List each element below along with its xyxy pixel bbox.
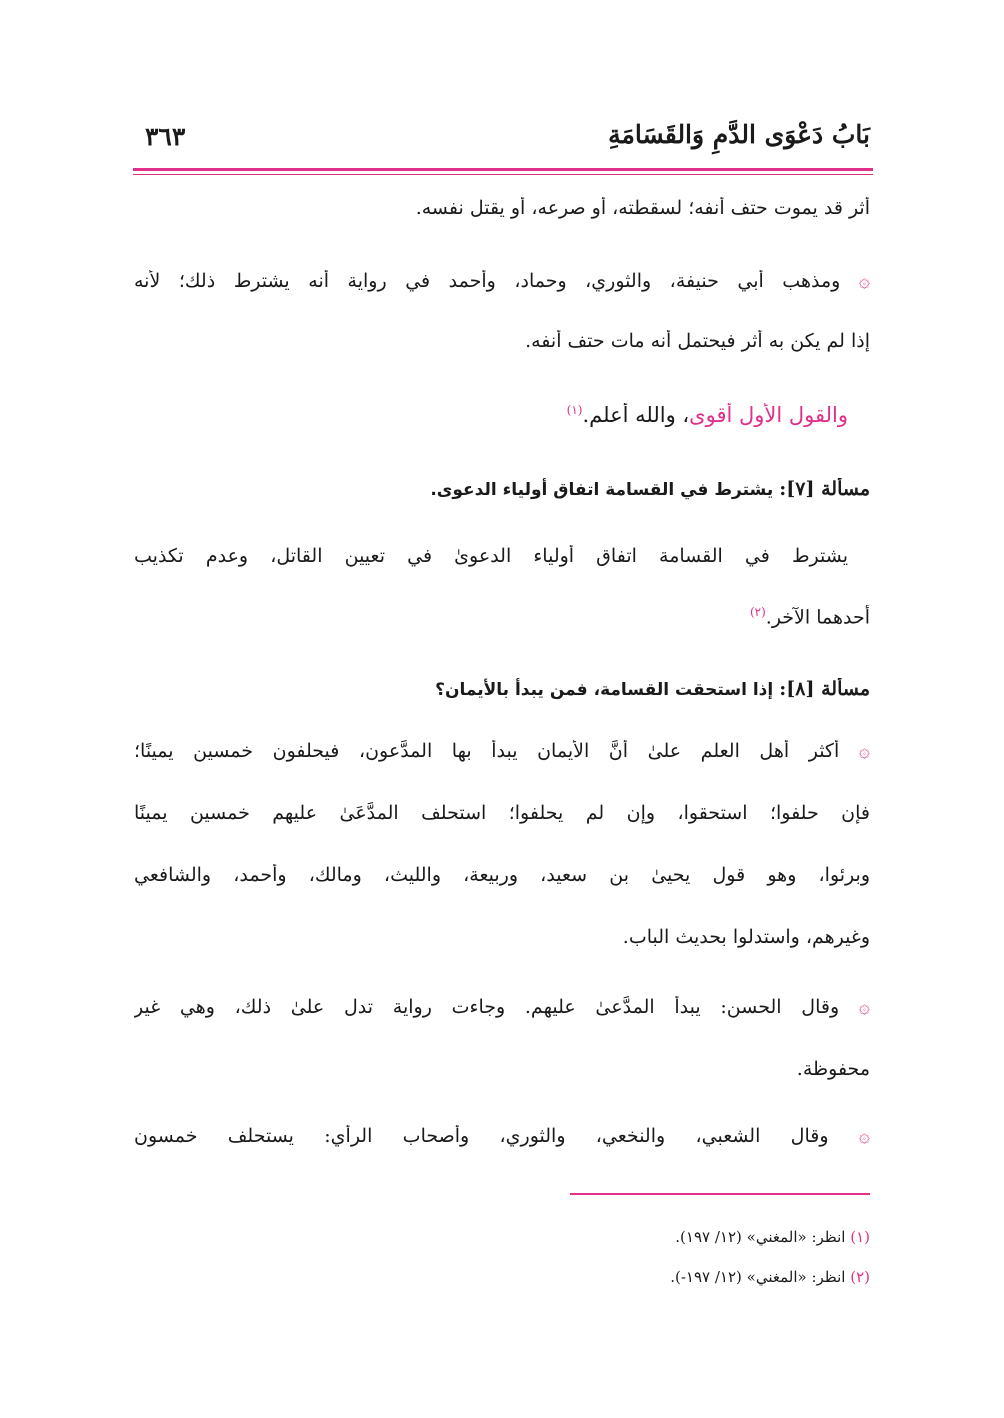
issue-heading — [134, 678, 870, 700]
footnote-separator — [570, 1193, 870, 1195]
chapter-title: بَابُ دَعْوَى الدَّمِ وَالقَسَامَةِ — [608, 120, 870, 149]
flower-bullet-icon: ۞ — [858, 996, 870, 1018]
header-rule-thick — [133, 168, 873, 171]
issue-label: مسألة [٨]: — [779, 678, 870, 700]
paragraph-line — [134, 270, 870, 292]
issue-title: يشترط في القسامة اتفاق أولياء الدعوى. — [430, 480, 774, 500]
paragraph-line — [134, 1125, 870, 1147]
paragraph-line — [134, 545, 870, 567]
footnote-number: (٢) — [850, 1268, 870, 1286]
paragraph-line — [134, 996, 870, 1018]
paragraph-text: يشترط في القسامة اتفاق أولياء الدعوىٰ في تعيين القاتل، وعدم تكذيب — [134, 545, 848, 567]
issue-title: إذا استحقت القسامة، فمن يبدأ بالأيمان؟ — [435, 680, 774, 700]
conclusion-line — [134, 403, 870, 427]
page-number: ٣٦٣ — [145, 122, 186, 151]
footnote-ref: (٢) — [749, 605, 766, 619]
paragraph-line: محفوظة. — [796, 1058, 870, 1080]
conclusion-text: ، والله أعلم. — [582, 403, 690, 427]
footnote-number: (١) — [850, 1228, 870, 1246]
paragraph-text: أحدهما الآخر. — [765, 606, 870, 629]
conclusion-highlight: والقول الأول أقوى — [689, 403, 848, 427]
paragraph-text: وقال الشعبي، والنخعي، والثوري، وأصحاب الرأي: يستحلف خمسون — [134, 1125, 829, 1147]
issue-label: مسألة [٧]: — [779, 478, 870, 500]
paragraph-line: فإن حلفوا؛ استحقوا، وإن لم يحلفوا؛ استحلف المدَّعَىٰ عليهم خمسين يمينًا — [134, 802, 870, 824]
footnote-text: انظر: «المغني» (١٢/ ١٩٧-). — [670, 1268, 846, 1286]
paragraph-line: وغيرهم، واستدلوا بحديث الباب. — [622, 926, 870, 948]
header-rule-thin — [133, 174, 873, 175]
flower-bullet-icon: ۞ — [858, 740, 870, 762]
footnote-ref: (١) — [566, 403, 583, 417]
paragraph-line: أثر قد يموت حتف أنفه؛ لسقطته، أو صرعه، أو يقتل نفسه. — [415, 197, 870, 219]
paragraph-line: وبرئوا، وهو قول يحيىٰ بن سعيد، وربيعة، والليث، ومالك، وأحمد، والشافعي — [134, 864, 870, 886]
flower-bullet-icon: ۞ — [858, 1125, 870, 1147]
paragraph-text: أكثر أهل العلم علىٰ أنَّ الأيمان يبدأ بها المدَّعون، فيحلفون خمسين يمينًا؛ — [134, 740, 840, 762]
issue-heading — [134, 478, 870, 500]
footnote — [675, 1228, 870, 1246]
paragraph-line: إذا لم يكن به أثر فيحتمل أنه مات حتف أنفه. — [525, 330, 870, 352]
paragraph-text: وقال الحسن: يبدأ المدَّعىٰ عليهم. وجاءت رواية تدل علىٰ ذلك، وهي غير — [134, 996, 840, 1018]
paragraph-line — [134, 605, 870, 628]
footnote — [670, 1268, 870, 1286]
paragraph-text: ومذهب أبي حنيفة، والثوري، وحماد، وأحمد في رواية أنه يشترط ذلك؛ لأنه — [134, 270, 841, 292]
flower-bullet-icon: ۞ — [858, 270, 870, 292]
paragraph-line — [134, 740, 870, 762]
footnote-text: انظر: «المغني» (١٢/ ١٩٧). — [675, 1228, 846, 1246]
